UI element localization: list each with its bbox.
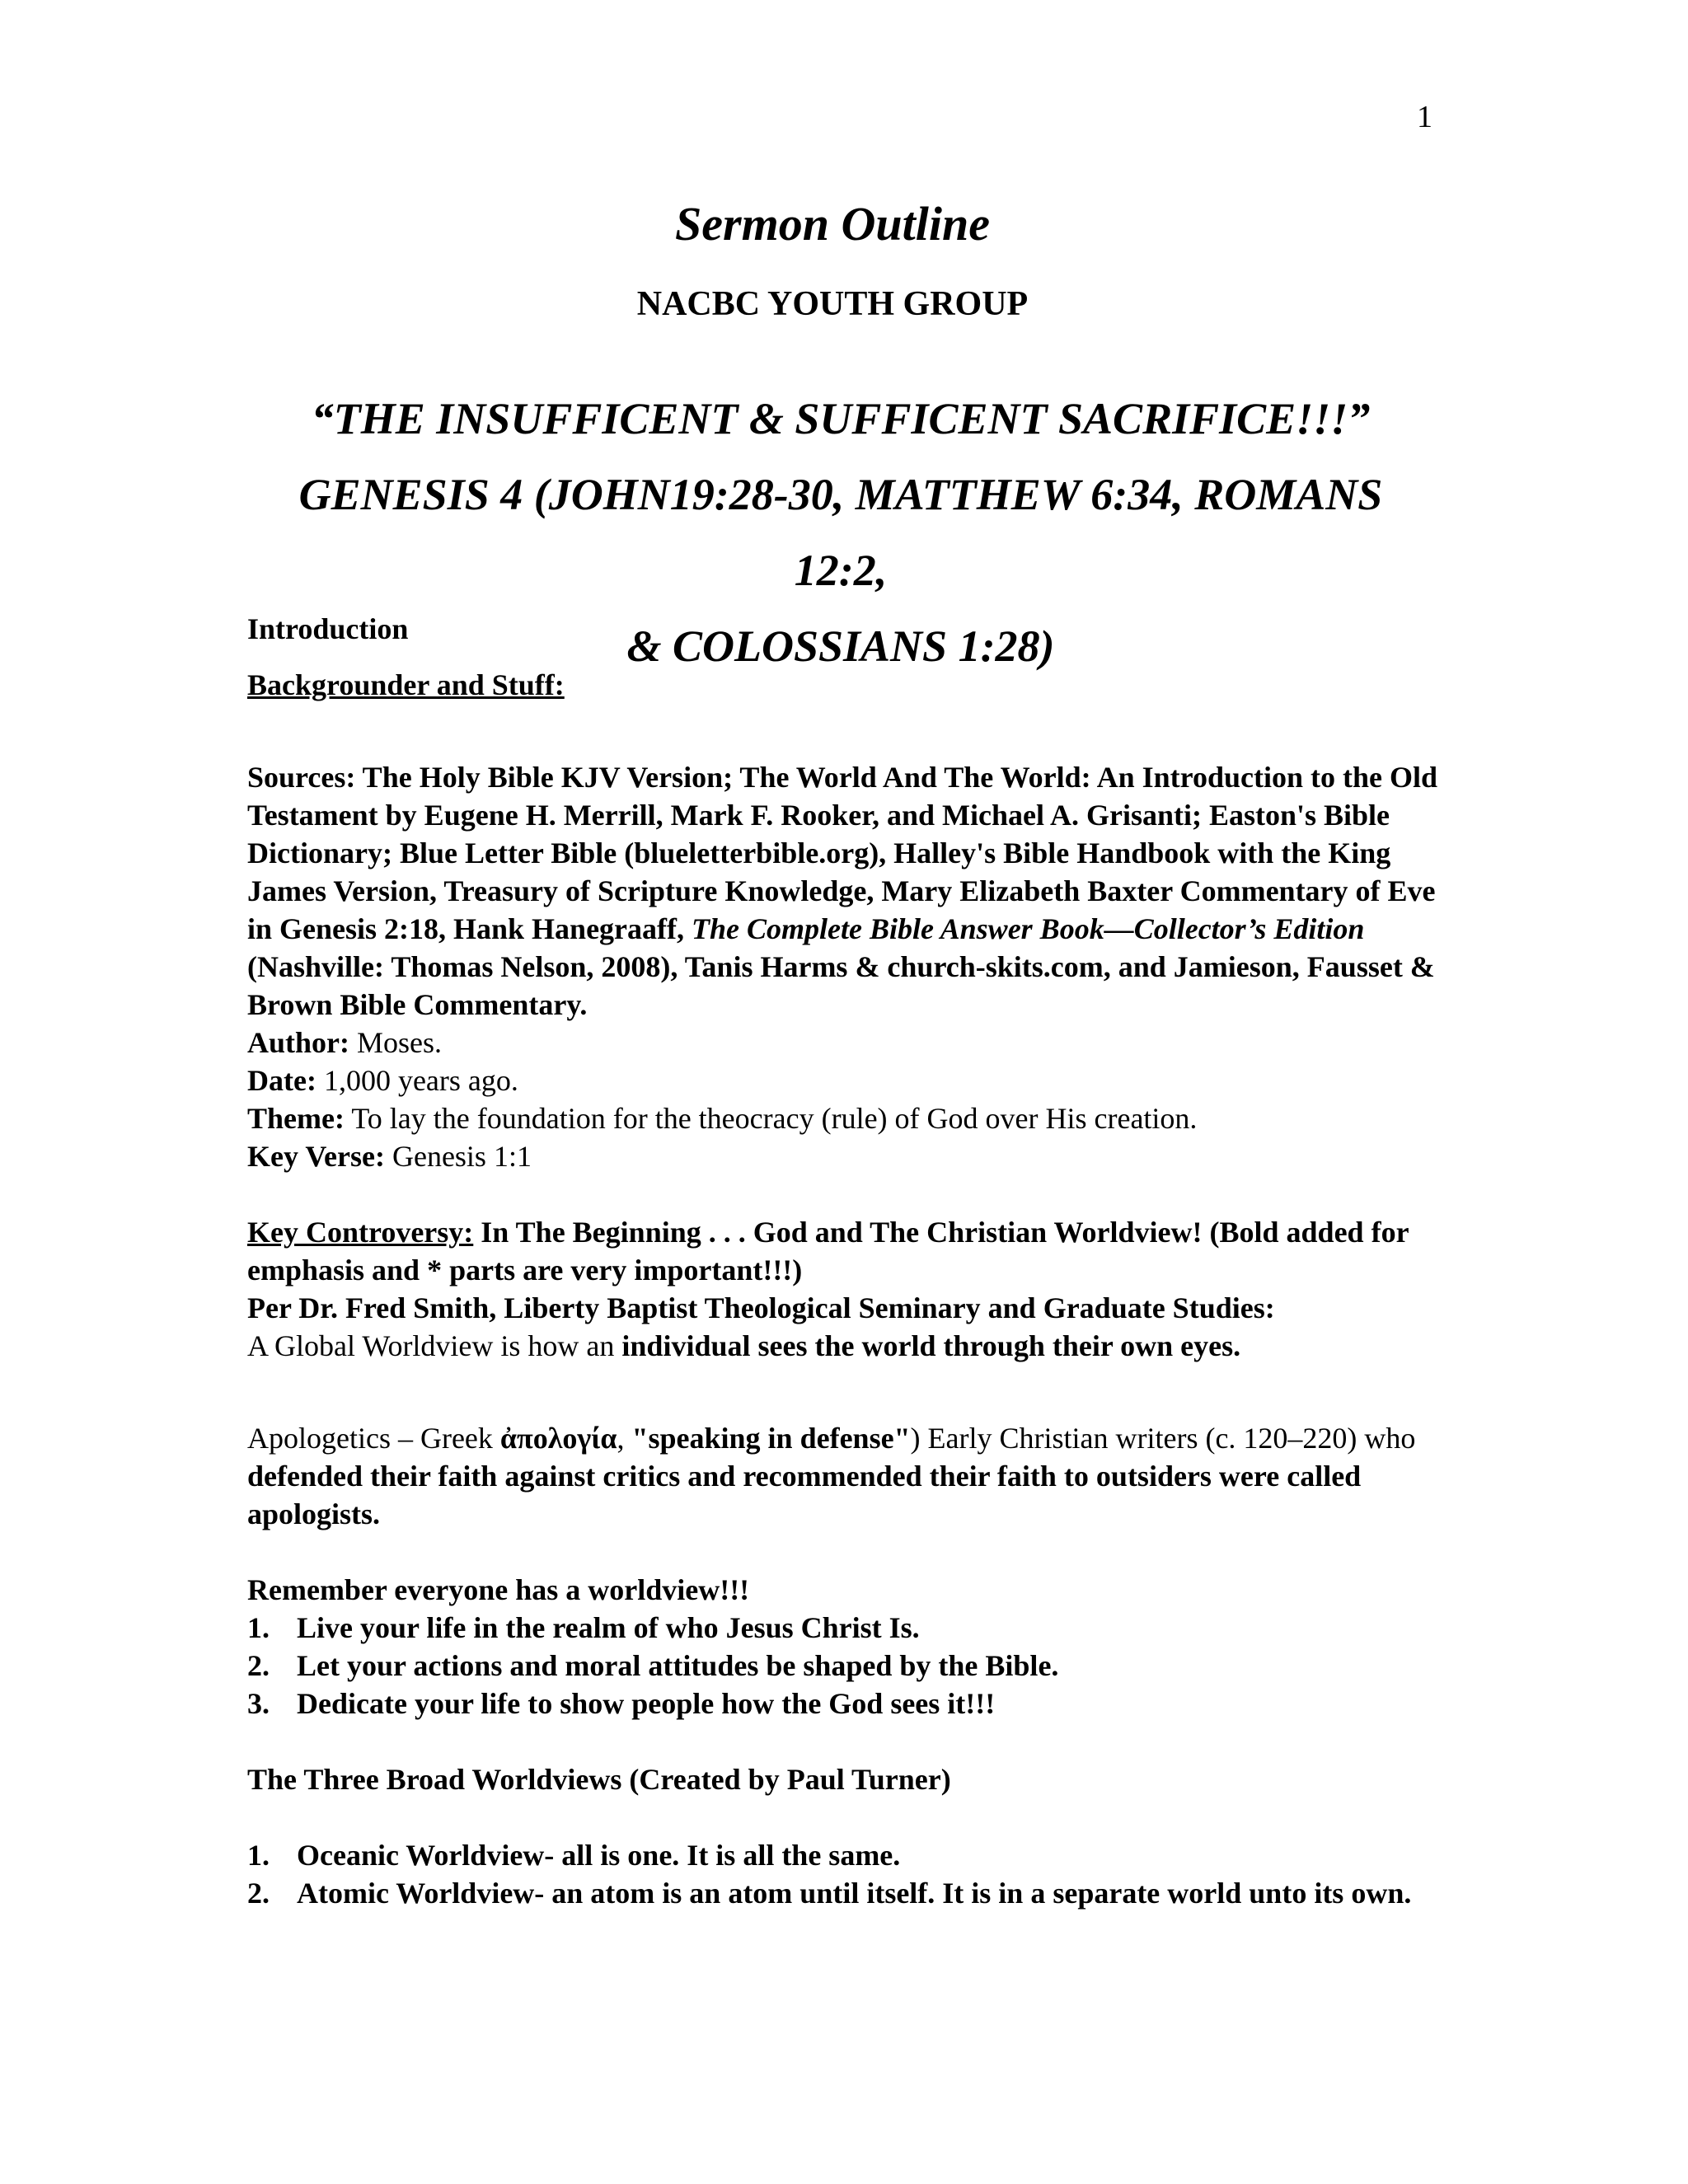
list-item-text: Oceanic Worldview- all is one. It is all the same. (297, 1839, 901, 1872)
greek-word: ἀπολογία (499, 1422, 617, 1455)
list-item: 2. Let your actions and moral attitudes be shaped by the Bible. (247, 1649, 1059, 1682)
sources-text: Sources: The Holy Bible KJV Version; The World And The World: An Introduction to the Old Testament by Eugene H. Merrill, Mark F. Rooker, and Michael A. Grisanti; Easton's Bible Dictionary; Blue Letter Bible (blueletterbible.org), Halley's Bible Handbook with the King James Version, Treasury of Scripture Knowledge, Mary Elizabeth Baxter Commentary of Eve in Genesis 2:18, Hank Hanegraaff, (247, 761, 1437, 945)
fact-label: Date: (247, 1064, 316, 1097)
sources-paragraph (247, 758, 1451, 1024)
fact-value: Genesis 1:1 (384, 1140, 532, 1173)
apologetics-text: , (617, 1422, 632, 1455)
fact-value: Moses. (349, 1026, 443, 1059)
list-item-text: Live your life in the realm of who Jesus Christ Is. (297, 1611, 920, 1644)
list-item: 1. Live your life in the realm of who Jesus Christ Is. (247, 1611, 920, 1644)
apologetics-emphasis: defended their faith against critics and recommended their faith to outsiders were called apologists. (247, 1460, 1362, 1530)
document-subtitle: NACBC YOUTH GROUP (636, 285, 1029, 323)
worldview-emphasis: individual sees the world through their own eyes. (621, 1329, 1241, 1362)
sermon-title-line: “THE INSUFFICENT & SUFFICENT SACRIFICE!!!” (311, 394, 1371, 443)
fact-date (247, 1062, 1451, 1099)
sources-book-title: The Complete Bible Answer Book—Collector’s Edition (692, 912, 1365, 945)
list-item: 2. Atomic Worldview- an atom is an atom until itself. It is in a separate world unto its own. (247, 1877, 1412, 1910)
introduction-heading: Introduction (247, 612, 409, 645)
worldviews-heading: The Three Broad Worldviews (Created by Paul Turner) (247, 1763, 951, 1796)
apologetics-text: Apologetics – Greek (247, 1422, 500, 1455)
apologetics-meaning: "speaking in defense" (631, 1422, 911, 1455)
sermon-title-line: GENESIS 4 (JOHN19:28-30, MATTHEW 6:34, ROMANS 12:2, (298, 470, 1383, 595)
fact-key-verse (247, 1137, 1451, 1175)
sermon-title-line: & COLOSSIANS 1:28) (626, 621, 1055, 671)
worldview-text: A Global Worldview is how an (247, 1329, 622, 1362)
list-item: 1. Oceanic Worldview- all is one. It is all the same. (247, 1839, 901, 1872)
apologetics-paragraph (247, 1419, 1451, 1533)
list-item-text: Dedicate your life to show people how the God sees it!!! (297, 1687, 996, 1720)
apologetics-text: ) Early Christian writers (c. 120–220) who (910, 1422, 1416, 1455)
remember-heading: Remember everyone has a worldview!!! (247, 1573, 750, 1606)
fact-label: Author: (247, 1026, 349, 1059)
document-title: Sermon Outline (675, 197, 990, 251)
page-number: 1 (1417, 100, 1432, 134)
list-item-text: Let your actions and moral attitudes be shaped by the Bible. (297, 1649, 1059, 1682)
fact-value: To lay the foundation for the theocracy (rule) of God over His creation. (344, 1102, 1198, 1135)
global-worldview-definition (247, 1327, 1451, 1365)
per-dr-smith: Per Dr. Fred Smith, Liberty Baptist Theological Seminary and Graduate Studies: (247, 1291, 1275, 1324)
fact-label: Theme: (247, 1102, 345, 1135)
fact-label: Key Verse: (247, 1140, 385, 1173)
sources-text-end: (Nashville: Thomas Nelson, 2008), Tanis Harms & church-skits.com, and Jamieson, Fausset & Brown Bible Commentary. (247, 950, 1435, 1021)
remember-list (247, 1609, 1451, 1722)
key-controversy-label: Key Controversy: (247, 1216, 474, 1249)
backgrounder-heading: Backgrounder and Stuff: (247, 668, 565, 701)
fact-theme (247, 1099, 1451, 1137)
worldviews-list (247, 1836, 1451, 1912)
fact-author (247, 1024, 1451, 1062)
key-controversy-text: In The Beginning . . . God and The Christian Worldview! (Bold added for emphasis and * parts are very important!!!) (247, 1216, 1409, 1286)
fact-value: 1,000 years ago. (316, 1064, 518, 1097)
list-item: 3. Dedicate your life to show people how the God sees it!!! (247, 1687, 996, 1720)
document-body (247, 610, 1451, 1912)
list-item-text: Atomic Worldview- an atom is an atom until itself. It is in a separate world unto its own. (297, 1877, 1412, 1910)
key-controversy (247, 1213, 1451, 1289)
